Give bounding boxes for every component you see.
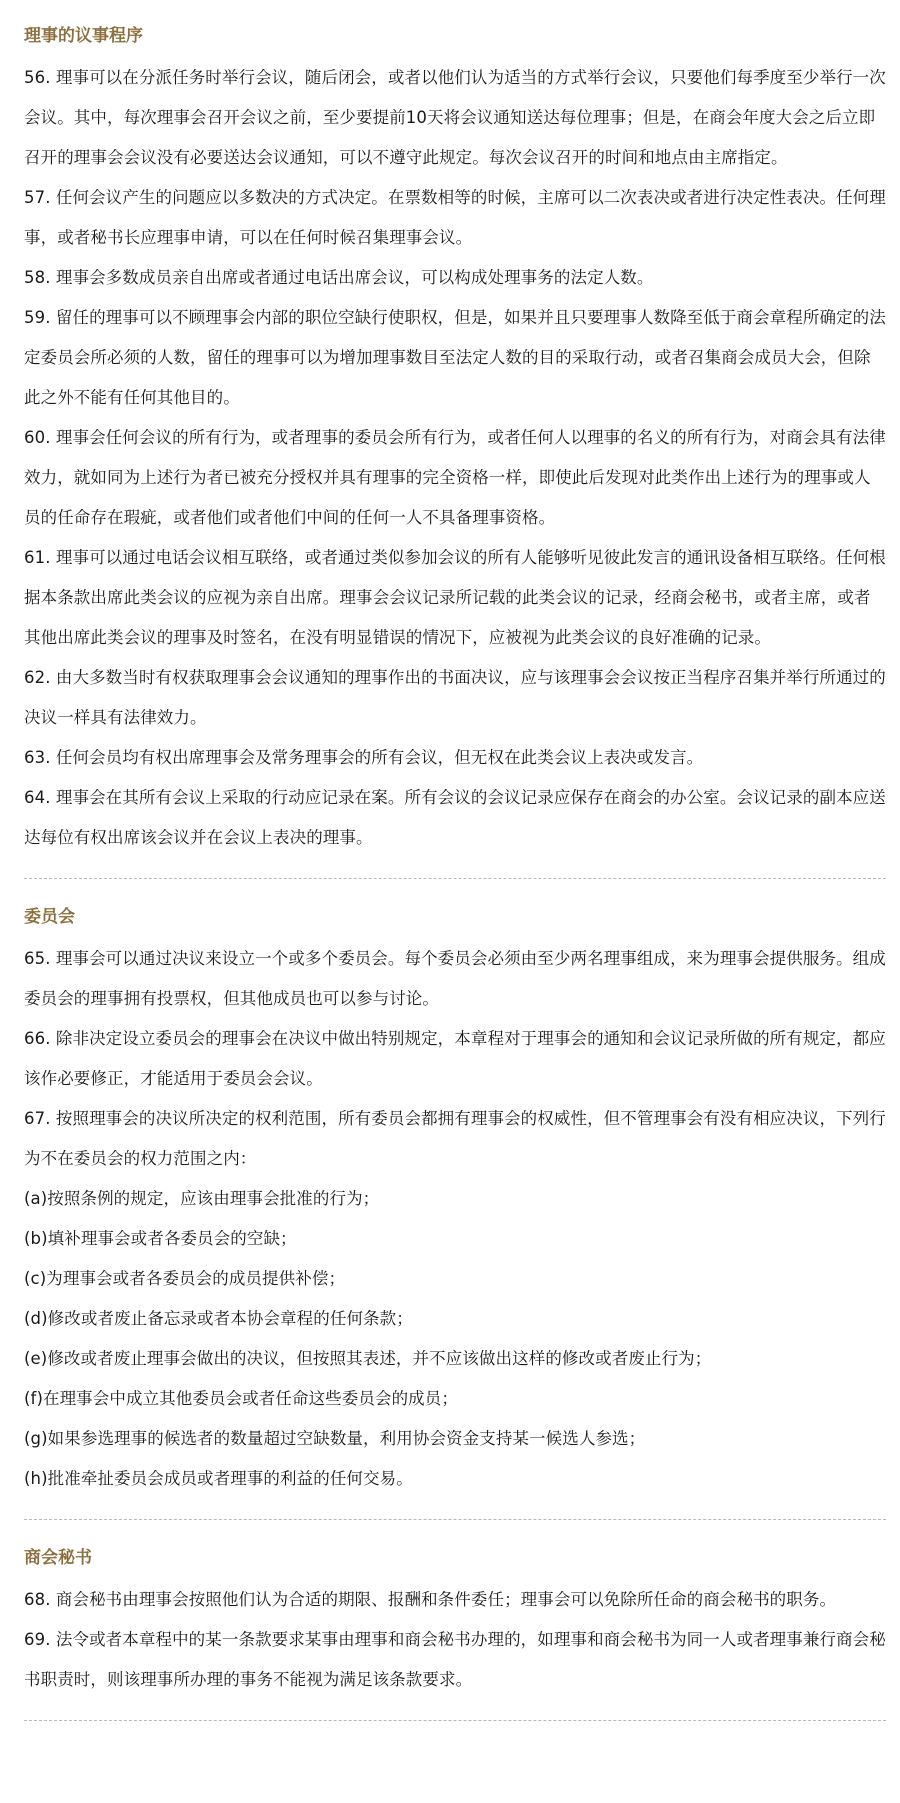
article-56: 56. 理事可以在分派任务时举行会议，随后闭会，或者以他们认为适当的方式举行会议，只要他们每季度至少举行一次会议。其中，每次理事会召开会议之前，至少要提前10天将会议通知送达每位理事；但是，在商会年度大会之后立即召开的理事会会议没有必要送达会议通知，可以不遵守此规定。每次会议召开的时间和地点由主席指定。 bbox=[24, 68, 886, 167]
section-title: 商会秘书 bbox=[24, 1548, 92, 1568]
article-68: 68. 商会秘书由理事会按照他们认为合适的期限、报酬和条件委任；理事会可以免除所任命的商会秘书的职务。 bbox=[24, 1590, 837, 1609]
list-item-c: (c)为理事会或者各委员会的成员提供补偿； bbox=[24, 1269, 346, 1288]
section-divider bbox=[24, 1519, 886, 1520]
list-item-d: (d)修改或者废止备忘录或者本协会章程的任何条款； bbox=[24, 1309, 413, 1328]
article-66: 66. 除非决定设立委员会的理事会在决议中做出特别规定，本章程对于理事会的通知和会议记录所做的所有规定，都应该作必要修正，才能适用于委员会会议。 bbox=[24, 1029, 886, 1088]
section-director-procedures bbox=[24, 22, 886, 858]
article-61: 61. 理事可以通过电话会议相互联络，或者通过类似参加会议的所有人能够听见彼此发言的通讯设备相互联络。任何根据本条款出席此类会议的应视为亲自出席。理事会会议记录所记载的此类会议的记录，经商会秘书，或者主席，或者其他出席此类会议的理事及时签名，在没有明显错误的情况下，应被视为此类会议的良好准确的记录。 bbox=[24, 548, 886, 647]
article-57: 57. 任何会议产生的问题应以多数决的方式决定。在票数相等的时候，主席可以二次表决或者进行决定性表决。任何理事，或者秘书长应理事申请，可以在任何时候召集理事会议。 bbox=[24, 188, 886, 247]
list-item-h: (h)批准牵扯委员会成员或者理事的利益的任何交易。 bbox=[24, 1469, 413, 1488]
article-64: 64. 理事会在其所有会议上采取的行动应记录在案。所有会议的会议记录应保存在商会的办公室。会议记录的副本应送达每位有权出席该会议并在会议上表决的理事。 bbox=[24, 788, 886, 847]
article-60: 60. 理事会任何会议的所有行为，或者理事的委员会所有行为，或者任何人以理事的名义的所有行为，对商会具有法律效力，就如同为上述行为者已被充分授权并具有理事的完全资格一样，即使此后发现对此类作出上述行为的理事或人员的任命存在瑕疵，或者他们或者他们中间的任何一人不具备理事资格。 bbox=[24, 428, 886, 527]
section-title: 理事的议事程序 bbox=[24, 26, 143, 46]
list-item-g: (g)如果参选理事的候选者的数量超过空缺数量，利用协会资金支持某一候选人参选； bbox=[24, 1429, 646, 1448]
list-item-f: (f)在理事会中成立其他委员会或者任命这些委员会的成员； bbox=[24, 1389, 458, 1408]
list-item-b: (b)填补理事会或者各委员会的空缺； bbox=[24, 1229, 297, 1248]
article-67: 67. 按照理事会的决议所决定的权利范围，所有委员会都拥有理事会的权威性，但不管理事会有没有相应决议，下列行为不在委员会的权力范围之内： bbox=[24, 1109, 886, 1168]
article-69: 69. 法令或者本章程中的某一条款要求某事由理事和商会秘书办理的，如理事和商会秘书为同一人或者理事兼行商会秘书职责时，则该理事所办理的事务不能视为满足该条款要求。 bbox=[24, 1630, 886, 1689]
section-divider bbox=[24, 878, 886, 879]
section-divider bbox=[24, 1720, 886, 1721]
article-63: 63. 任何会员均有权出席理事会及常务理事会的所有会议，但无权在此类会议上表决或发言。 bbox=[24, 748, 704, 767]
article-59: 59. 留任的理事可以不顾理事会内部的职位空缺行使职权，但是，如果并且只要理事人数降至低于商会章程所确定的法定委员会所必须的人数，留任的理事可以为增加理事数目至法定人数的目的采取行动，或者召集商会成员大会，但除此之外不能有任何其他目的。 bbox=[24, 308, 886, 407]
article-58: 58. 理事会多数成员亲自出席或者通过电话出席会议，可以构成处理事务的法定人数。 bbox=[24, 268, 654, 287]
article-62: 62. 由大多数当时有权获取理事会会议通知的理事作出的书面决议，应与该理事会会议按正当程序召集并举行所通过的决议一样具有法律效力。 bbox=[24, 668, 886, 727]
section-committees bbox=[24, 903, 886, 1499]
section-title: 委员会 bbox=[24, 907, 75, 927]
list-item-a: (a)按照条例的规定，应该由理事会批准的行为； bbox=[24, 1189, 380, 1208]
article-65: 65. 理事会可以通过决议来设立一个或多个委员会。每个委员会必须由至少两名理事组成，来为理事会提供服务。组成委员会的理事拥有投票权，但其他成员也可以参与讨论。 bbox=[24, 949, 886, 1008]
section-secretary bbox=[24, 1544, 886, 1700]
list-item-e: (e)修改或者废止理事会做出的决议，但按照其表述，并不应该做出这样的修改或者废止行为； bbox=[24, 1349, 712, 1368]
